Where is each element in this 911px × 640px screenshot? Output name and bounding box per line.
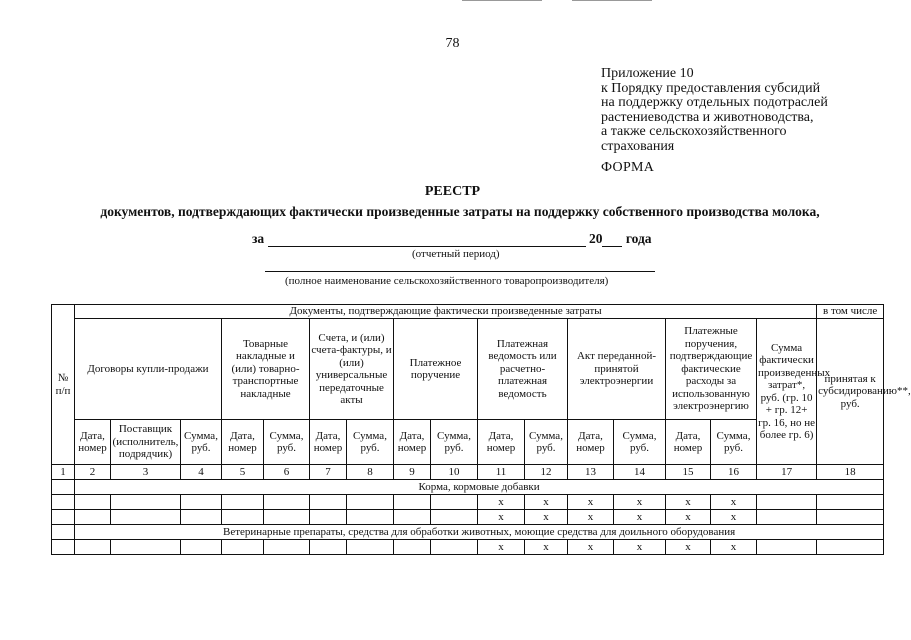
cell[interactable] — [757, 510, 817, 525]
col-sum-actual-header: Сумма фактически произведенных затрат*, руб. (гр. 10 + гр. 12+ гр. 16, но не более гр. 6) — [757, 319, 817, 465]
mark-cell: х — [711, 540, 757, 555]
period-line — [252, 231, 652, 247]
section-spacer — [52, 525, 75, 540]
col-number: 9 — [394, 465, 431, 480]
cell[interactable] — [264, 510, 310, 525]
group-electricity-act: Акт переданной-принятой электроэнергии — [568, 319, 666, 420]
cell[interactable] — [181, 495, 222, 510]
cell[interactable] — [181, 540, 222, 555]
cell[interactable] — [52, 540, 75, 555]
mark-cell: х — [568, 495, 614, 510]
cell[interactable] — [431, 510, 478, 525]
docs-group-header: Документы, подтверждающие фактически произведенные затраты — [75, 305, 817, 319]
col-number: 15 — [666, 465, 711, 480]
group-payment-statement: Платежная ведомость или расчетно-платежная ведомость — [478, 319, 568, 420]
cell[interactable] — [52, 495, 75, 510]
col-number: 17 — [757, 465, 817, 480]
cell[interactable] — [757, 540, 817, 555]
mark-cell: х — [525, 510, 568, 525]
cell[interactable] — [431, 540, 478, 555]
cell[interactable] — [310, 495, 347, 510]
cell[interactable] — [310, 540, 347, 555]
cell[interactable] — [817, 540, 884, 555]
mark-cell: х — [525, 495, 568, 510]
col-number: 18 — [817, 465, 884, 480]
col-number: 16 — [711, 465, 757, 480]
period-prefix: за — [252, 231, 265, 246]
mark-cell: х — [614, 540, 666, 555]
cell[interactable] — [394, 540, 431, 555]
sub-date-number: Дата, номер — [568, 420, 614, 465]
col-number: 10 — [431, 465, 478, 480]
cell[interactable] — [111, 495, 181, 510]
cell[interactable] — [394, 495, 431, 510]
cell[interactable] — [111, 540, 181, 555]
cell[interactable] — [75, 510, 111, 525]
table-row — [52, 540, 884, 555]
section-spacer — [52, 480, 75, 495]
mark-cell: х — [614, 510, 666, 525]
appendix-line: а также сельскохозяйственного — [601, 124, 787, 139]
sub-date-number: Дата, номер — [310, 420, 347, 465]
col-number: 12 — [525, 465, 568, 480]
cell[interactable] — [347, 510, 394, 525]
column-numbers-row — [52, 465, 884, 480]
cell[interactable] — [52, 510, 75, 525]
col-number: 7 — [310, 465, 347, 480]
mark-cell: х — [711, 495, 757, 510]
table-row — [52, 510, 884, 525]
sub-date-number: Дата, номер — [222, 420, 264, 465]
section-title: Ветеринарные препараты, средства для обработки животных, моющие средства для доильного оборудования — [75, 525, 884, 540]
mark-cell: х — [666, 540, 711, 555]
col-number: 3 — [111, 465, 181, 480]
col-number: 2 — [75, 465, 111, 480]
section-title: Корма, кормовые добавки — [75, 480, 884, 495]
period-year-prefix: 20 — [588, 231, 603, 246]
mark-cell: х — [568, 540, 614, 555]
top-rule-right — [572, 0, 652, 1]
cell[interactable] — [817, 510, 884, 525]
mark-cell: х — [666, 495, 711, 510]
sub-sum: Сумма, руб. — [711, 420, 757, 465]
appendix-line: страхования — [601, 138, 675, 154]
year-blank[interactable] — [602, 234, 622, 247]
sub-sum: Сумма, руб. — [525, 420, 568, 465]
period-hint: (отчетный период) — [412, 248, 500, 260]
sub-date-number: Дата, номер — [394, 420, 431, 465]
form-label: ФОРМА — [601, 160, 655, 175]
cell[interactable] — [264, 540, 310, 555]
mark-cell: х — [478, 495, 525, 510]
group-waybills: Товарные накладные и (или) товарно-транспортные накладные — [222, 319, 310, 420]
sub-sum: Сумма, руб. — [347, 420, 394, 465]
group-invoices: Счета, и (или) счета-фактуры, и (или) универсальные передаточные акты — [310, 319, 394, 420]
mark-cell: х — [478, 510, 525, 525]
cell[interactable] — [347, 540, 394, 555]
cell[interactable] — [75, 540, 111, 555]
appendix-line: Приложение 10 — [601, 66, 694, 81]
cell[interactable] — [222, 510, 264, 525]
mark-cell: х — [568, 510, 614, 525]
producer-blank[interactable] — [265, 271, 655, 272]
cell[interactable] — [347, 495, 394, 510]
group-electricity-payments: Платежные поручения, подтверждающие фактические расходы за использованную электроэнергию — [666, 319, 757, 420]
page-number: 78 — [445, 36, 460, 51]
appendix-line: растениеводства и животноводства, — [601, 109, 814, 125]
period-suffix: года — [625, 231, 652, 246]
producer-hint: (полное наименование сельскохозяйственного товаропроизводителя) — [285, 275, 609, 287]
col-number: 14 — [614, 465, 666, 480]
col-number: 5 — [222, 465, 264, 480]
cell[interactable] — [757, 495, 817, 510]
sub-sum: Сумма, руб. — [431, 420, 478, 465]
mark-cell: х — [666, 510, 711, 525]
sub-date-number: Дата, номер — [75, 420, 111, 465]
mark-cell: х — [711, 510, 757, 525]
mark-cell: х — [525, 540, 568, 555]
cell[interactable] — [222, 540, 264, 555]
cell[interactable] — [431, 495, 478, 510]
cell[interactable] — [111, 510, 181, 525]
appendix-block — [601, 67, 828, 154]
cell[interactable] — [181, 510, 222, 525]
cell[interactable] — [264, 495, 310, 510]
col-number: 1 — [52, 465, 75, 480]
group-contracts: Договоры купли-продажи — [75, 319, 222, 420]
cell[interactable] — [75, 495, 111, 510]
mark-cell: х — [614, 495, 666, 510]
col-number: 6 — [264, 465, 310, 480]
appendix-line: на поддержку отдельных подотраслей — [601, 95, 828, 110]
registry-table — [51, 304, 911, 555]
sub-sum: Сумма, руб. — [614, 420, 666, 465]
cell[interactable] — [310, 510, 347, 525]
table-row — [52, 495, 884, 510]
sub-sum: Сумма, руб. — [264, 420, 310, 465]
sub-date-number: Дата, номер — [666, 420, 711, 465]
appendix-line: к Порядку предоставления субсидий — [601, 80, 821, 96]
col-number: 4 — [181, 465, 222, 480]
col-number: 8 — [347, 465, 394, 480]
incl-header: в том числе — [817, 305, 884, 319]
mark-cell: х — [478, 540, 525, 555]
col-number: 11 — [478, 465, 525, 480]
cell[interactable] — [817, 495, 884, 510]
col-accepted-header: принятая к субсидированию**, руб. — [817, 319, 884, 465]
period-blank[interactable] — [268, 234, 586, 247]
top-rule-left — [462, 0, 542, 1]
cell[interactable] — [394, 510, 431, 525]
sub-supplier: Поставщик (исполнитель, подрядчик) — [111, 420, 181, 465]
document-subtitle: документов, подтверждающих фактически произведенные затраты на поддержку собственного производства молока, — [100, 204, 820, 219]
document-title: РЕЕСТР — [424, 184, 481, 199]
col-no-header: № п/п — [52, 305, 75, 465]
group-payment-order: Платежное поручение — [394, 319, 478, 420]
sub-date-number: Дата, номер — [478, 420, 525, 465]
cell[interactable] — [222, 495, 264, 510]
sub-sum: Сумма, руб. — [181, 420, 222, 465]
col-number: 13 — [568, 465, 614, 480]
